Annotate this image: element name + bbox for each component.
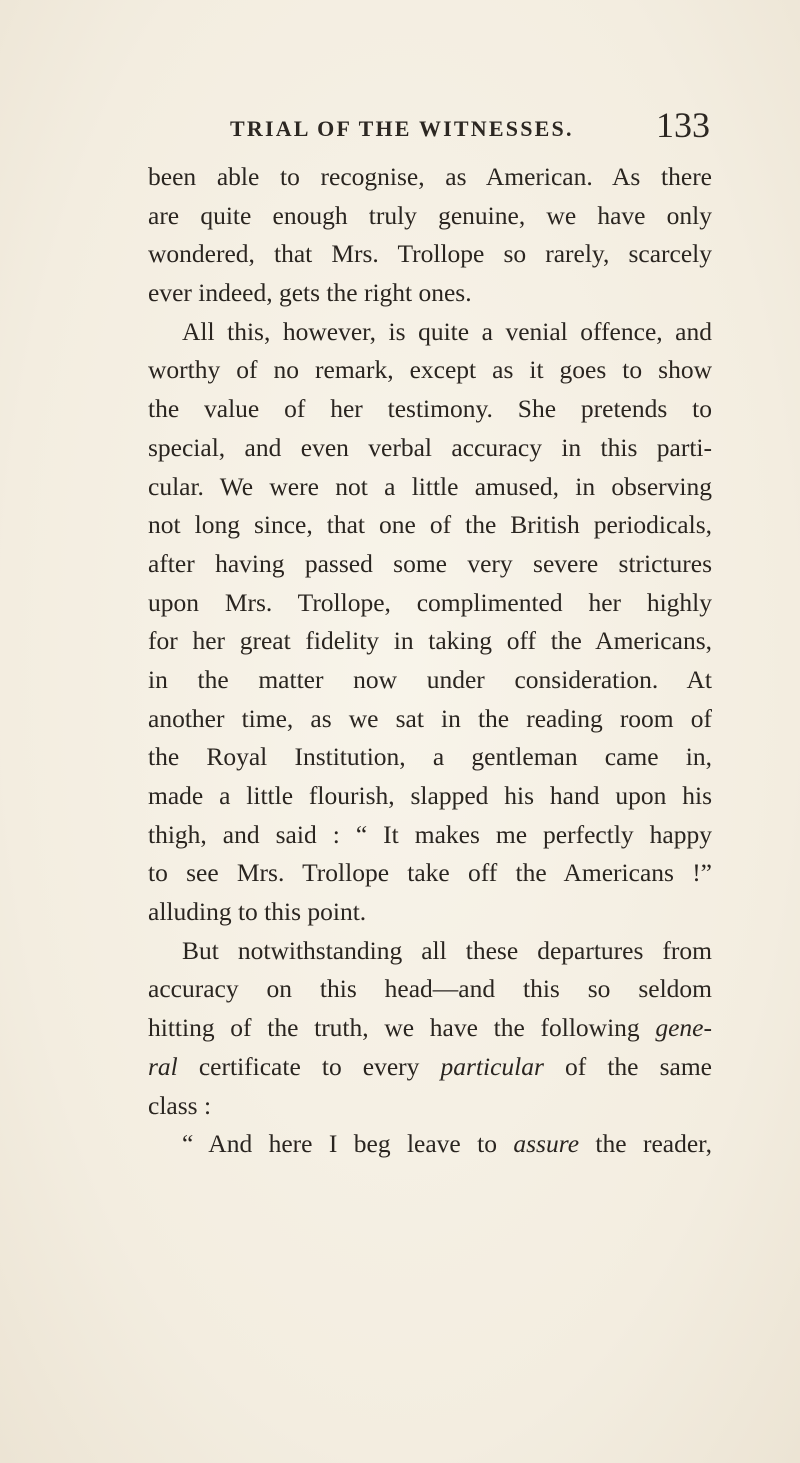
running-head — [148, 98, 710, 148]
text-segment: been able to recognise, as American. As there — [148, 162, 712, 191]
text-segment: for her great fidelity in taking off the Americans, — [148, 626, 712, 656]
text-line — [148, 661, 712, 700]
text-segment: hitting of the truth, we have the following — [148, 1013, 656, 1043]
text-line — [148, 235, 712, 274]
page-number: 133 — [656, 105, 710, 145]
text-segment: another time, as we sat in the reading room of — [148, 703, 712, 733]
text-line — [148, 274, 712, 313]
text-line — [148, 1009, 712, 1048]
text-line — [148, 777, 712, 816]
text-line — [148, 506, 712, 545]
text-line — [148, 584, 712, 623]
text-line — [148, 429, 712, 468]
text-line — [148, 1087, 712, 1126]
text-segment: the value of her testimony. She pretends to — [148, 394, 712, 424]
text-line — [148, 351, 712, 390]
text-line — [148, 854, 712, 893]
text-line — [148, 970, 712, 1009]
text-line — [148, 1048, 712, 1087]
text-segment: But notwithstanding all these departures from — [182, 935, 712, 965]
text-segment: wondered, that Mrs. Trollope so rarely, scarcely — [148, 239, 712, 269]
text-line — [148, 197, 712, 236]
text-segment: to see Mrs. Trollope take off the Americans !” — [148, 858, 712, 888]
text-line — [148, 1125, 712, 1164]
text-segment: in the matter now under consideration. At — [148, 664, 712, 694]
text-line — [148, 158, 712, 197]
text-segment: ever indeed, gets the right ones. — [148, 278, 472, 308]
text-line — [148, 738, 712, 777]
text-line — [148, 816, 712, 855]
text-segment: certificate to every — [177, 1051, 441, 1081]
italic-text: particular — [440, 1051, 544, 1081]
text-line — [148, 313, 712, 352]
text-segment: of the same — [543, 1051, 712, 1081]
text-segment: cular. We were not a little amused, in observing — [148, 471, 712, 501]
text-segment: not long since, that one of the British periodicals, — [148, 510, 712, 540]
text-line — [148, 700, 712, 739]
text-segment: are quite enough truly genuine, we have only — [148, 200, 712, 230]
text-line — [148, 545, 712, 584]
text-line — [148, 468, 712, 507]
text-segment: class : — [148, 1090, 212, 1120]
italic-text: gene- — [655, 1013, 712, 1043]
text-segment: All this, however, is quite a venial offence, and — [182, 316, 712, 346]
text-segment: upon Mrs. Trollope, complimented her highly — [148, 587, 712, 617]
text-line — [148, 622, 712, 661]
text-line — [148, 932, 712, 971]
text-segment: accuracy on this head—and this so seldom — [148, 974, 712, 1004]
text-segment: the reader, — [579, 1129, 712, 1159]
italic-text: assure — [513, 1129, 580, 1159]
text-segment: made a little flourish, slapped his hand upon his — [148, 781, 712, 810]
text-segment: the Royal Institution, a gentleman came in, — [148, 742, 712, 772]
text-line — [148, 893, 712, 932]
text-segment: alluding to this point. — [148, 897, 367, 927]
text-segment: special, and even verbal accuracy in this parti- — [148, 432, 712, 462]
body-text — [148, 158, 712, 1164]
running-title: TRIAL OF THE WITNESSES. — [230, 116, 574, 141]
text-segment: after having passed some very severe strictures — [148, 548, 712, 578]
italic-text: ral — [148, 1051, 178, 1081]
text-segment: thigh, and said : “ It makes me perfectly happy — [148, 819, 712, 849]
text-segment: “ And here I beg leave to — [182, 1129, 514, 1159]
text-line — [148, 390, 712, 429]
text-segment: worthy of no remark, except as it goes to show — [148, 355, 712, 385]
